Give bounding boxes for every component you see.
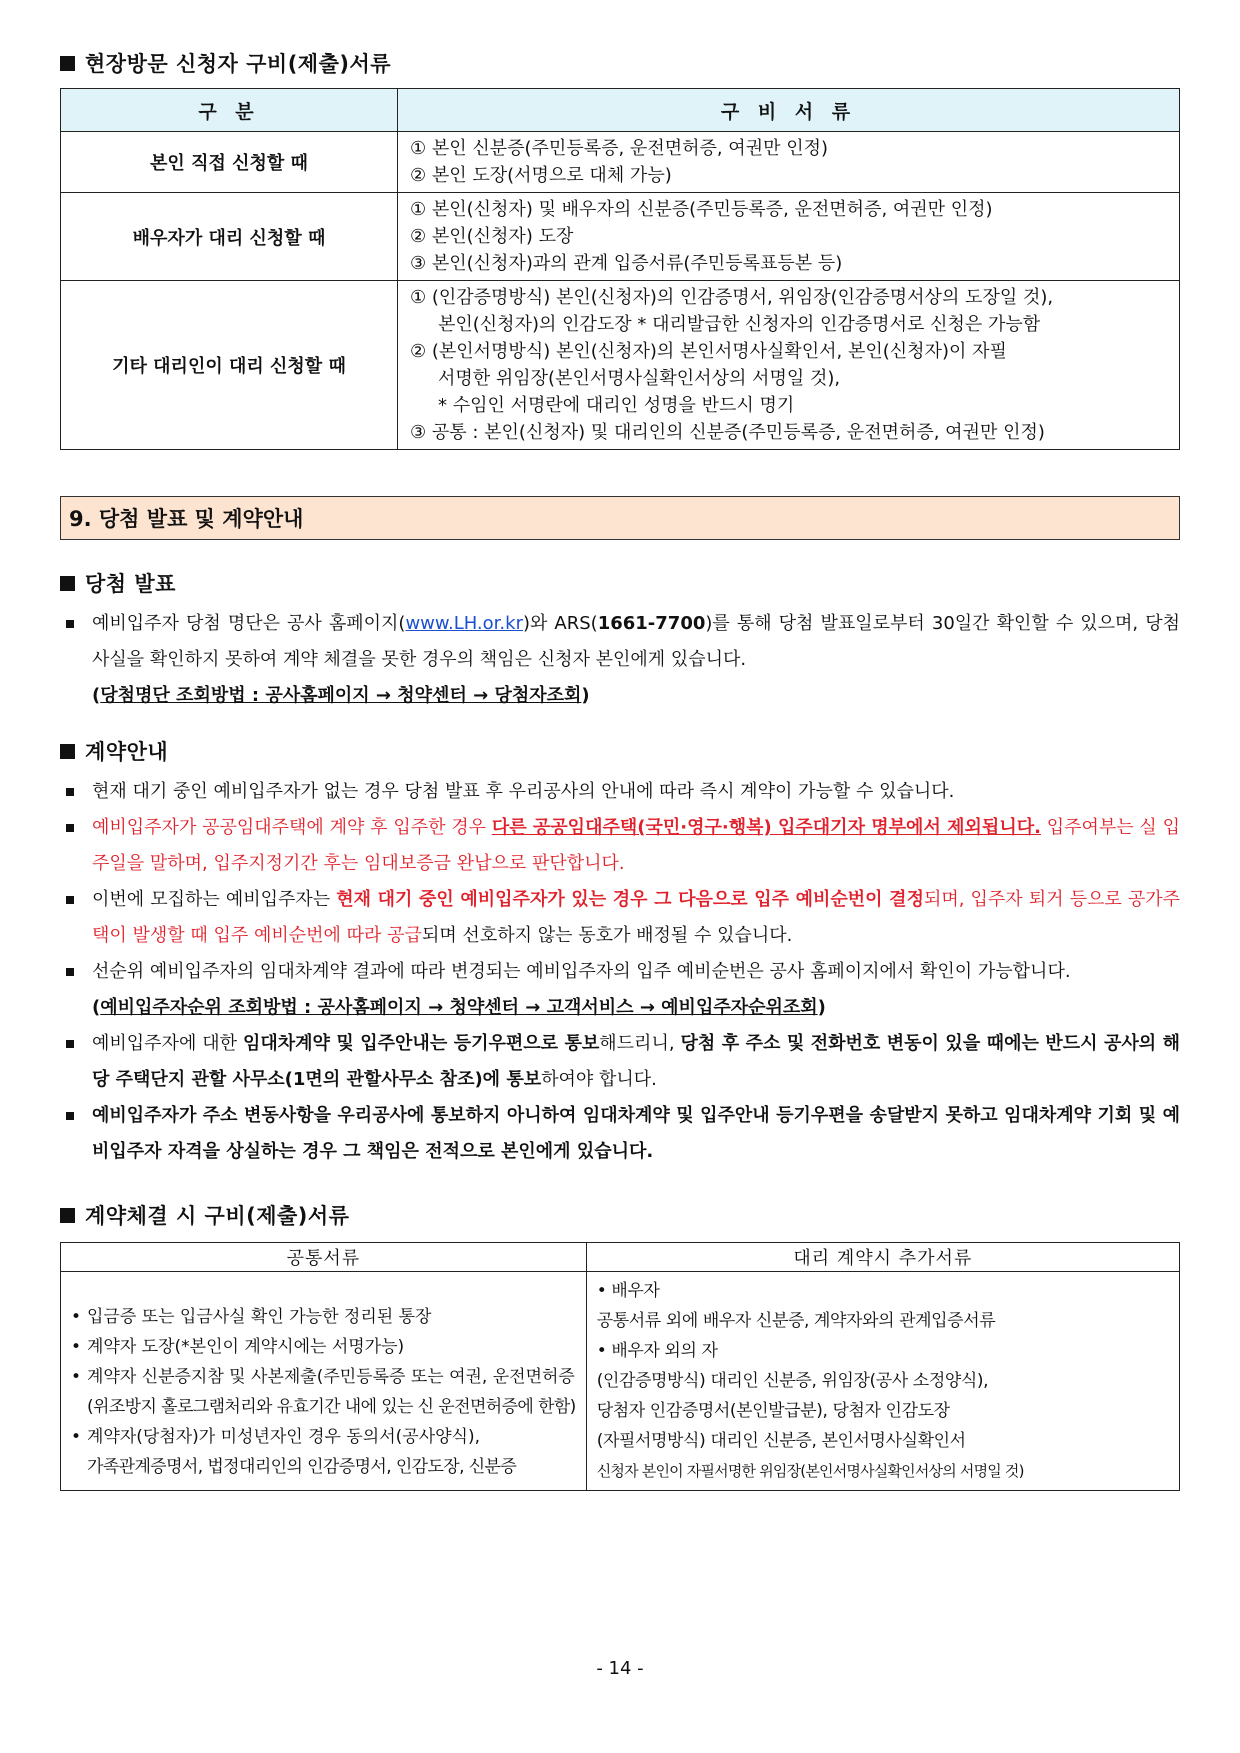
announce-list bbox=[60, 606, 1180, 678]
doc-line: 본인(신청자)의 인감도장 * 대리발급한 신청자의 인감증명서로 신청은 가능함 bbox=[438, 314, 1041, 335]
contract-docs-heading: 계약체결 시 구비(제출)서류 bbox=[60, 1200, 1180, 1230]
table-header-row bbox=[61, 1243, 1180, 1272]
doc-line: * 수임인 서명란에 대리인 성명을 반드시 명기 bbox=[438, 395, 795, 416]
lookup-note: (당첨명단 조회방법 : 공사홈페이지 → 청약센터 → 당첨자조회) bbox=[92, 685, 590, 706]
list-item: • 계약자(당첨자)가 미성년자인 경우 동의서(공사양식), bbox=[71, 1422, 576, 1452]
list-item: • 계약자 도장(*본인이 계약시에는 서명가능) bbox=[71, 1332, 576, 1362]
page-number: - 14 - bbox=[596, 1658, 644, 1679]
list-item: • 계약자 신분증지참 및 사본제출(주민등록증 또는 여권, 운전면허증 bbox=[71, 1362, 576, 1392]
visit-docs-heading: 현장방문 신청자 구비(제출)서류 bbox=[60, 48, 1180, 78]
col-docs-header: 구 비 서 류 bbox=[398, 89, 1180, 132]
doc-line: ③ 공통 : 본인(신청자) 및 대리인의 신분증(주민등록증, 운전면허증, 여권만 인정) bbox=[410, 422, 1045, 443]
list-item: • 입금증 또는 입금사실 확인 가능한 정리된 통장 bbox=[71, 1302, 576, 1332]
visit-docs-table bbox=[60, 88, 1180, 450]
row-docs bbox=[398, 193, 1180, 281]
contract-docs-table bbox=[60, 1242, 1180, 1491]
list-item: 선순위 예비입주자의 임대차계약 결과에 따라 변경되는 예비입주자의 입주 예비순번은 공사 홈페이지에서 확인이 가능합니다. bbox=[60, 954, 1180, 990]
square-bullet-icon bbox=[60, 576, 75, 591]
doc-line: ② 본인(신청자) 도장 bbox=[410, 226, 574, 247]
col-category-header: 구 분 bbox=[61, 89, 398, 132]
list-item: 예비입주자 당첨 명단은 공사 홈페이지(www.LH.or.kr)와 ARS(1661-7700)를 통해 당첨 발표일로부터 30일간 확인할 수 있으며, 당첨 사실을 확인하지 못하여 계약 체결을 못한 경우의 책임은 신청자 본인에게 있습니다. bbox=[60, 606, 1180, 678]
lh-website-link[interactable]: www.LH.or.kr bbox=[405, 613, 523, 634]
doc-line: ③ 본인(신청자)과의 관계 입증서류(주민등록표등본 등) bbox=[410, 253, 843, 274]
proxy-line: • 배우자 bbox=[596, 1281, 660, 1301]
row-category: 본인 직접 신청할 때 bbox=[61, 132, 398, 193]
row-category: 기타 대리인이 대리 신청할 때 bbox=[61, 281, 398, 450]
list-item-continuation: 가족관계증명서, 법정대리인의 인감증명서, 인감도장, 신분증 bbox=[87, 1457, 517, 1477]
row-docs bbox=[398, 132, 1180, 193]
doc-line: ② (본인서명방식) 본인(신청자)의 본인서명사실확인서, 본인(신청자)이 자필 bbox=[410, 341, 1007, 362]
doc-line: 서명한 위임장(본인서명사실확인서상의 서명일 것), bbox=[438, 368, 841, 389]
doc-line: ② 본인 도장(서명으로 대체 가능) bbox=[410, 165, 672, 186]
row-docs bbox=[398, 281, 1180, 450]
list-item: 예비입주자에 대한 임대차계약 및 입주안내는 등기우편으로 통보해드리니, 당첨 후 주소 및 전화번호 변동이 있을 때에는 반드시 공사의 해당 주택단지 관할 사무소(1면의 관할사무소 참조)에 통보하여야 합니다. bbox=[60, 1026, 1180, 1098]
proxy-line: • 배우자 외의 자 bbox=[596, 1341, 718, 1361]
list-item: 예비입주자가 공공임대주택에 계약 후 입주한 경우 다른 공공임대주택(국민·영구·행복) 입주대기자 명부에서 제외됩니다. 입주여부는 실 입주일을 말하며, 입주지정기간 후는 임대보증금 완납으로 판단합니다. bbox=[60, 810, 1180, 882]
square-bullet-icon bbox=[60, 744, 75, 759]
row-category: 배우자가 대리 신청할 때 bbox=[61, 193, 398, 281]
doc-line: ① (인감증명방식) 본인(신청자)의 인감증명서, 위임장(인감증명서상의 도장일 것), bbox=[410, 287, 1054, 308]
proxy-line: (인감증명방식) 대리인 신분증, 위임장(공사 소정양식), bbox=[596, 1371, 989, 1391]
ars-phone: 1661-7700 bbox=[597, 613, 706, 634]
proxy-line: (자필서명방식) 대리인 신분증, 본인서명사실확인서 bbox=[596, 1431, 966, 1451]
table-header-row bbox=[61, 89, 1180, 132]
proxy-line: 신청자 본인이 자필서명한 위임장(본인서명사실확인서상의 서명일 것) bbox=[596, 1462, 1024, 1480]
doc-line: ① 본인 신분증(주민등록증, 운전면허증, 여권만 인정) bbox=[410, 138, 828, 159]
proxy-docs-cell bbox=[586, 1272, 1179, 1491]
table-row bbox=[61, 281, 1180, 450]
section-title: 9. 당첨 발표 및 계약안내 bbox=[69, 507, 304, 531]
table-row bbox=[61, 132, 1180, 193]
table-row bbox=[61, 193, 1180, 281]
doc-line: ① 본인(신청자) 및 배우자의 신분증(주민등록증, 운전면허증, 여권만 인정) bbox=[410, 199, 993, 220]
list-item: 이번에 모집하는 예비입주자는 현재 대기 중인 예비입주자가 있는 경우 그 다음으로 입주 예비순번이 결정되며, 입주자 퇴거 등으로 공가주택이 발생할 때 입주 예비순번에 따라 공급되며 선호하지 않는 동호가 배정될 수 있습니다. bbox=[60, 882, 1180, 954]
contract-heading: 계약안내 bbox=[60, 736, 1180, 766]
square-bullet-icon bbox=[60, 1208, 75, 1223]
section-title-box bbox=[60, 496, 1180, 540]
contract-list-2 bbox=[60, 1026, 1180, 1170]
square-bullet-icon bbox=[60, 56, 75, 71]
col-proxy-header: 대리 계약시 추가서류 bbox=[586, 1243, 1179, 1272]
list-item-continuation: (위조방지 홀로그램처리와 유효기간 내에 있는 신 운전면허증에 한함) bbox=[87, 1397, 576, 1417]
document-page bbox=[60, 48, 1180, 1491]
lookup-note: (예비입주자순위 조회방법 : 공사홈페이지 → 청약센터 → 고객서비스 → 예비입주자순위조회) bbox=[92, 997, 826, 1018]
list-item: 예비입주자가 주소 변동사항을 우리공사에 통보하지 아니하여 임대차계약 및 입주안내 등기우편을 송달받지 못하고 임대차계약 기회 및 예비입주자 자격을 상실하는 경우 그 책임은 전적으로 본인에게 있습니다. bbox=[60, 1098, 1180, 1170]
announce-heading: 당첨 발표 bbox=[60, 568, 1180, 598]
list-item: 현재 대기 중인 예비입주자가 없는 경우 당첨 발표 후 우리공사의 안내에 따라 즉시 계약이 가능할 수 있습니다. bbox=[60, 774, 1180, 810]
proxy-line: 공통서류 외에 배우자 신분증, 계약자와의 관계입증서류 bbox=[596, 1311, 996, 1331]
common-docs-cell bbox=[61, 1272, 587, 1491]
proxy-line: 당첨자 인감증명서(본인발급분), 당첨자 인감도장 bbox=[596, 1401, 950, 1421]
contract-list bbox=[60, 774, 1180, 990]
table-row bbox=[61, 1272, 1180, 1491]
col-common-header: 공통서류 bbox=[61, 1243, 587, 1272]
